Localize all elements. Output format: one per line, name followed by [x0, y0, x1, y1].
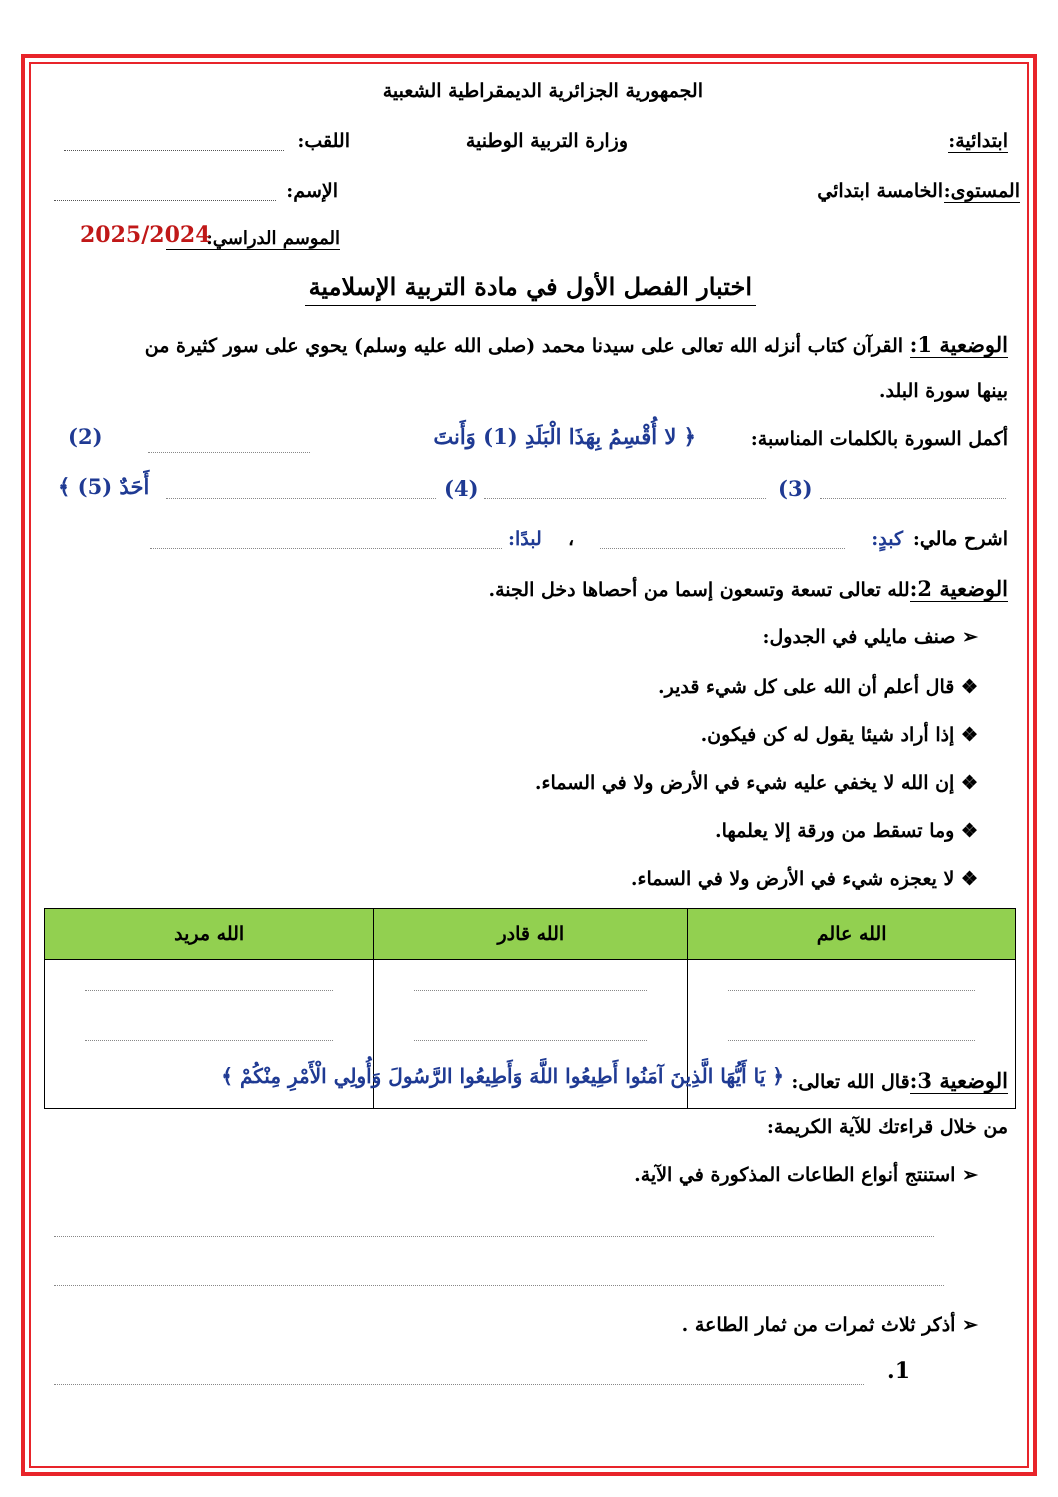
word1-blank[interactable]	[600, 548, 845, 549]
list-item-text: لا يعجزه شيء في الأرض ولا في السماء.	[630, 868, 955, 890]
question2	[682, 1314, 978, 1336]
answer-line[interactable]	[54, 1285, 944, 1286]
exam-title: اختبار الفصل الأول في مادة التربية الإسلامية	[305, 272, 756, 306]
explain-label: اشرح مالي:	[912, 528, 1008, 550]
answer-line[interactable]	[54, 1236, 934, 1237]
season-value: 2025/2024	[80, 222, 211, 248]
list-item	[535, 772, 978, 794]
question1-text: استنتج أنواع الطاعات المذكورة في الآية.	[634, 1164, 956, 1186]
complete-label: أكمل السورة بالكلمات المناسبة:	[750, 428, 1008, 450]
question2-text: أذكر ثلاث ثمرات من ثمار الطاعة .	[681, 1314, 956, 1336]
answer-number: 1.	[887, 1358, 910, 1384]
verse-blank-3[interactable]	[820, 498, 1006, 499]
situation3-line	[791, 1068, 1008, 1093]
arrow-bullet-icon: ➢	[955, 626, 978, 648]
name-field[interactable]	[54, 200, 276, 201]
verse-blank-2[interactable]	[148, 452, 310, 453]
name-label: الإسم:	[286, 180, 338, 202]
level-label: المستوى:	[943, 180, 1020, 202]
situation1-line1	[145, 332, 1008, 357]
answer-line[interactable]	[54, 1384, 864, 1385]
verse-blank-5[interactable]	[166, 498, 436, 499]
classify-instruction-text: صنف مايلي في الجدول:	[762, 626, 956, 648]
list-item	[631, 868, 978, 890]
list-item-text: إذا أراد شيئا يقول له كن فيكون.	[700, 724, 955, 746]
situation1-label: الوضعية 1:	[909, 332, 1008, 357]
verse-blank-4[interactable]	[484, 498, 766, 499]
republic-title: الجمهورية الجزائرية الديمقراطية الشعبية	[382, 80, 703, 102]
surname-label: اللقب:	[297, 130, 350, 152]
verse-number-2: (2)	[68, 424, 103, 449]
separator: ،	[568, 528, 575, 550]
diamond-bullet-icon: ❖	[954, 676, 978, 698]
season-label: الموسم الدراسي:	[166, 228, 340, 250]
situation2-text: لله تعالى تسعة وتسعون إسما من أحصاها دخل الجنة.	[488, 579, 910, 601]
situation2-line	[488, 576, 1008, 601]
list-item-text: قال أعلم أن الله على كل شيء قدير.	[658, 676, 955, 698]
school-label: ابتدائية:	[948, 130, 1008, 152]
quran-verse: ﴿ يَا أَيُّهَا الَّذِينَ آمَنُوا أَطِيعُوا اللَّهَ وَأَطِيعُوا الرَّسُولَ وَأُولِي الْأَمْرِ مِنْكُمْ ﴾	[221, 1064, 784, 1088]
surname-field[interactable]	[64, 150, 284, 151]
list-item-text: إن الله لا يخفي عليه شيء في الأرض ولا في السماء.	[534, 772, 955, 794]
column-header: الله عالم	[688, 909, 1016, 960]
word2: لبدًا:	[508, 528, 542, 550]
situation1-line2: بينها سورة البلد.	[878, 380, 1008, 402]
diamond-bullet-icon: ❖	[954, 868, 978, 890]
word2-blank[interactable]	[150, 548, 502, 549]
question1	[634, 1164, 978, 1186]
situation2-label: الوضعية 2:	[909, 576, 1008, 601]
verse-open: ﴿ لا أُقْسِمُ بِهَذَا الْبَلَدِ (1) وَأَنتَ	[433, 424, 696, 449]
diamond-bullet-icon: ❖	[954, 724, 978, 746]
verse-end: أَحَدٌ (5) ﴾	[58, 474, 150, 499]
arrow-bullet-icon: ➢	[955, 1164, 978, 1186]
situation3-intro: قال الله تعالى:	[791, 1071, 910, 1093]
situation3-label: الوضعية 3:	[909, 1068, 1008, 1093]
diamond-bullet-icon: ❖	[954, 820, 978, 842]
list-item-text: وما تسقط من ورقة إلا يعلمها.	[714, 820, 955, 842]
list-item	[658, 676, 978, 698]
list-item	[701, 724, 978, 746]
arrow-bullet-icon: ➢	[955, 1314, 978, 1336]
list-item	[715, 820, 978, 842]
ministry-name: وزارة التربية الوطنية	[465, 130, 628, 152]
level-value: الخامسة ابتدائي	[817, 180, 943, 202]
reading-instruction: من خلال قراءتك للآية الكريمة:	[766, 1116, 1008, 1138]
situation1-text: القرآن كتاب أنزله الله تعالى على سيدنا محمد (صلى الله عليه وسلم) يحوي على سور كثيرة من	[144, 335, 910, 357]
verse-number-3: (3)	[778, 476, 813, 501]
diamond-bullet-icon: ❖	[954, 772, 978, 794]
word1: كبدٍ:	[871, 528, 903, 550]
classify-instruction	[762, 626, 978, 648]
verse-number-4: (4)	[444, 476, 479, 501]
column-header: الله مريد	[45, 909, 374, 960]
column-header: الله قادر	[374, 909, 688, 960]
